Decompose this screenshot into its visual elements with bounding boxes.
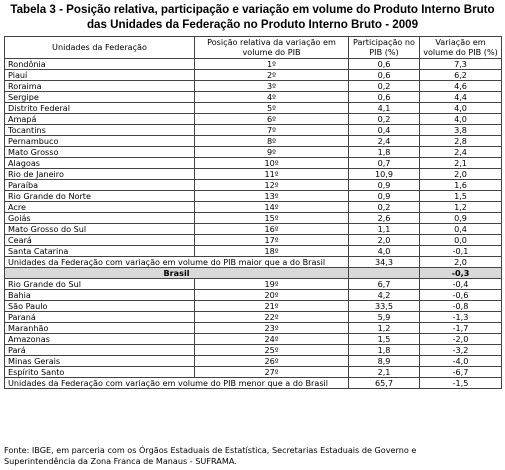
cell-posicao: 5º xyxy=(195,103,349,114)
cell-participacao: 4,1 xyxy=(349,103,420,114)
cell-variacao: 6,2 xyxy=(420,70,502,81)
summary-label: Unidades da Federação com variação em volume do PIB menor que a do Brasil xyxy=(5,378,349,389)
cell-participacao: 1,8 xyxy=(349,345,420,356)
cell-uf: Distrito Federal xyxy=(5,103,195,114)
cell-uf: Pará xyxy=(5,345,195,356)
table-title xyxy=(0,2,505,32)
cell-uf: Ceará xyxy=(5,235,195,246)
cell-uf: Amapá xyxy=(5,114,195,125)
cell-variacao: 2,1 xyxy=(420,158,502,169)
table-row xyxy=(5,246,502,257)
cell-posicao: 25º xyxy=(195,345,349,356)
brasil-participacao xyxy=(349,268,420,279)
gdp-table xyxy=(4,36,502,389)
cell-posicao: 23º xyxy=(195,323,349,334)
table-row xyxy=(5,125,502,136)
table-row xyxy=(5,235,502,246)
cell-participacao: 2,6 xyxy=(349,213,420,224)
cell-posicao: 6º xyxy=(195,114,349,125)
table-row xyxy=(5,136,502,147)
title-line-2: das Unidades da Federação no Produto Interno Bruto - 2009 xyxy=(86,18,419,31)
table-row xyxy=(5,301,502,312)
cell-variacao: 4,6 xyxy=(420,81,502,92)
cell-participacao: 33,5 xyxy=(349,301,420,312)
cell-posicao: 14º xyxy=(195,202,349,213)
cell-uf: Goiás xyxy=(5,213,195,224)
cell-variacao: -3,2 xyxy=(420,345,502,356)
summary-label: Unidades da Federação com variação em volume do PIB maior que a do Brasil xyxy=(5,257,349,268)
cell-posicao: 10º xyxy=(195,158,349,169)
cell-posicao: 22º xyxy=(195,312,349,323)
cell-posicao: 16º xyxy=(195,224,349,235)
cell-uf: Santa Catarina xyxy=(5,246,195,257)
cell-variacao: -4,0 xyxy=(420,356,502,367)
cell-posicao: 13º xyxy=(195,191,349,202)
table-row xyxy=(5,147,502,158)
cell-variacao: 2,8 xyxy=(420,136,502,147)
cell-posicao: 11º xyxy=(195,169,349,180)
brasil-variacao: -0,3 xyxy=(420,268,502,279)
cell-posicao: 9º xyxy=(195,147,349,158)
table-row xyxy=(5,279,502,290)
cell-uf: Amazonas xyxy=(5,334,195,345)
cell-posicao: 27º xyxy=(195,367,349,378)
cell-uf: Acre xyxy=(5,202,195,213)
table-row xyxy=(5,180,502,191)
cell-participacao: 0,2 xyxy=(349,81,420,92)
cell-posicao: 26º xyxy=(195,356,349,367)
cell-uf: Espírito Santo xyxy=(5,367,195,378)
cell-participacao: 4,0 xyxy=(349,246,420,257)
cell-posicao: 19º xyxy=(195,279,349,290)
cell-variacao: 0,4 xyxy=(420,224,502,235)
cell-variacao: 1,2 xyxy=(420,202,502,213)
table-row xyxy=(5,356,502,367)
cell-variacao: 4,4 xyxy=(420,92,502,103)
cell-variacao: 7,3 xyxy=(420,59,502,70)
cell-uf: Rio Grande do Norte xyxy=(5,191,195,202)
cell-participacao: 0,9 xyxy=(349,191,420,202)
cell-participacao: 0,4 xyxy=(349,125,420,136)
table-row xyxy=(5,323,502,334)
cell-posicao: 7º xyxy=(195,125,349,136)
summary-row-above xyxy=(5,257,502,268)
cell-variacao: -0,1 xyxy=(420,246,502,257)
cell-uf: Maranhão xyxy=(5,323,195,334)
source-line-1: Fonte: IBGE, em parceria com os Órgãos Estaduais de Estatística, Secretarias Estaduais de Governo e xyxy=(4,445,417,455)
cell-uf: Rio Grande do Sul xyxy=(5,279,195,290)
cell-variacao: 3,8 xyxy=(420,125,502,136)
header-posicao: Posição relativa da variação em volume do PIB xyxy=(195,37,349,59)
cell-posicao: 21º xyxy=(195,301,349,312)
cell-participacao: 5,9 xyxy=(349,312,420,323)
header-variacao: Variação em volume do PIB (%) xyxy=(420,37,502,59)
table-row xyxy=(5,191,502,202)
summary-participacao: 65,7 xyxy=(349,378,420,389)
cell-uf: Mato Grosso xyxy=(5,147,195,158)
cell-posicao: 18º xyxy=(195,246,349,257)
cell-uf: Piauí xyxy=(5,70,195,81)
cell-variacao: 0,9 xyxy=(420,213,502,224)
cell-posicao: 20º xyxy=(195,290,349,301)
cell-variacao: 1,6 xyxy=(420,180,502,191)
table-body-top xyxy=(5,59,502,257)
cell-participacao: 8,9 xyxy=(349,356,420,367)
cell-participacao: 2,1 xyxy=(349,367,420,378)
table-row xyxy=(5,312,502,323)
cell-uf: São Paulo xyxy=(5,301,195,312)
header-row xyxy=(5,37,502,59)
cell-uf: Paraíba xyxy=(5,180,195,191)
summary-variacao: -1,5 xyxy=(420,378,502,389)
cell-posicao: 17º xyxy=(195,235,349,246)
cell-participacao: 0,6 xyxy=(349,59,420,70)
table-row xyxy=(5,213,502,224)
cell-participacao: 10,9 xyxy=(349,169,420,180)
cell-posicao: 3º xyxy=(195,81,349,92)
table-row xyxy=(5,367,502,378)
cell-participacao: 0,2 xyxy=(349,114,420,125)
cell-variacao: -0,4 xyxy=(420,279,502,290)
cell-variacao: -0,8 xyxy=(420,301,502,312)
cell-variacao: -1,3 xyxy=(420,312,502,323)
cell-participacao: 0,9 xyxy=(349,180,420,191)
table-row xyxy=(5,81,502,92)
cell-participacao: 4,2 xyxy=(349,290,420,301)
table-row xyxy=(5,103,502,114)
cell-uf: Pernambuco xyxy=(5,136,195,147)
cell-uf: Roraima xyxy=(5,81,195,92)
brasil-label: Brasil xyxy=(5,268,349,279)
summary-variacao: 2,0 xyxy=(420,257,502,268)
cell-variacao: 4,0 xyxy=(420,114,502,125)
table-row xyxy=(5,59,502,70)
cell-participacao: 0,6 xyxy=(349,70,420,81)
cell-participacao: 2,4 xyxy=(349,136,420,147)
cell-participacao: 0,7 xyxy=(349,158,420,169)
cell-posicao: 8º xyxy=(195,136,349,147)
summary-row-below xyxy=(5,378,502,389)
cell-posicao: 24º xyxy=(195,334,349,345)
header-participacao: Participação no PIB (%) xyxy=(349,37,420,59)
table-body-bottom xyxy=(5,279,502,378)
cell-posicao: 1º xyxy=(195,59,349,70)
table-row xyxy=(5,224,502,235)
table-row xyxy=(5,334,502,345)
cell-variacao: -2,0 xyxy=(420,334,502,345)
cell-uf: Mato Grosso do Sul xyxy=(5,224,195,235)
cell-variacao: -1,7 xyxy=(420,323,502,334)
cell-participacao: 0,6 xyxy=(349,92,420,103)
table-row xyxy=(5,169,502,180)
cell-variacao: 2,4 xyxy=(420,147,502,158)
source-note xyxy=(4,445,501,467)
table-row xyxy=(5,202,502,213)
table-row xyxy=(5,114,502,125)
table-row xyxy=(5,92,502,103)
cell-participacao: 1,2 xyxy=(349,323,420,334)
source-line-2: Superintendência da Zona Franca de Manaus - SUFRAMA. xyxy=(4,456,237,466)
cell-uf: Rondônia xyxy=(5,59,195,70)
cell-variacao: -0,6 xyxy=(420,290,502,301)
cell-participacao: 1,1 xyxy=(349,224,420,235)
cell-posicao: 15º xyxy=(195,213,349,224)
cell-uf: Rio de Janeiro xyxy=(5,169,195,180)
cell-uf: Paraná xyxy=(5,312,195,323)
brasil-row xyxy=(5,268,502,279)
cell-posicao: 12º xyxy=(195,180,349,191)
cell-variacao: 1,5 xyxy=(420,191,502,202)
summary-participacao: 34,3 xyxy=(349,257,420,268)
cell-uf: Sergipe xyxy=(5,92,195,103)
cell-variacao: 4,0 xyxy=(420,103,502,114)
cell-participacao: 2,0 xyxy=(349,235,420,246)
cell-participacao: 1,5 xyxy=(349,334,420,345)
cell-participacao: 1,8 xyxy=(349,147,420,158)
cell-posicao: 4º xyxy=(195,92,349,103)
table-row xyxy=(5,158,502,169)
cell-uf: Bahia xyxy=(5,290,195,301)
cell-uf: Minas Gerais xyxy=(5,356,195,367)
cell-variacao: 0,0 xyxy=(420,235,502,246)
cell-posicao: 2º xyxy=(195,70,349,81)
cell-participacao: 0,2 xyxy=(349,202,420,213)
header-uf: Unidades da Federação xyxy=(5,37,195,59)
cell-participacao: 6,7 xyxy=(349,279,420,290)
cell-uf: Tocantins xyxy=(5,125,195,136)
cell-variacao: 2,0 xyxy=(420,169,502,180)
cell-uf: Alagoas xyxy=(5,158,195,169)
table-row xyxy=(5,290,502,301)
table-row xyxy=(5,345,502,356)
table-row xyxy=(5,70,502,81)
cell-variacao: -6,7 xyxy=(420,367,502,378)
title-line-1: Tabela 3 - Posição relativa, participação e variação em volume do Produto Interno Bruto xyxy=(10,3,495,16)
